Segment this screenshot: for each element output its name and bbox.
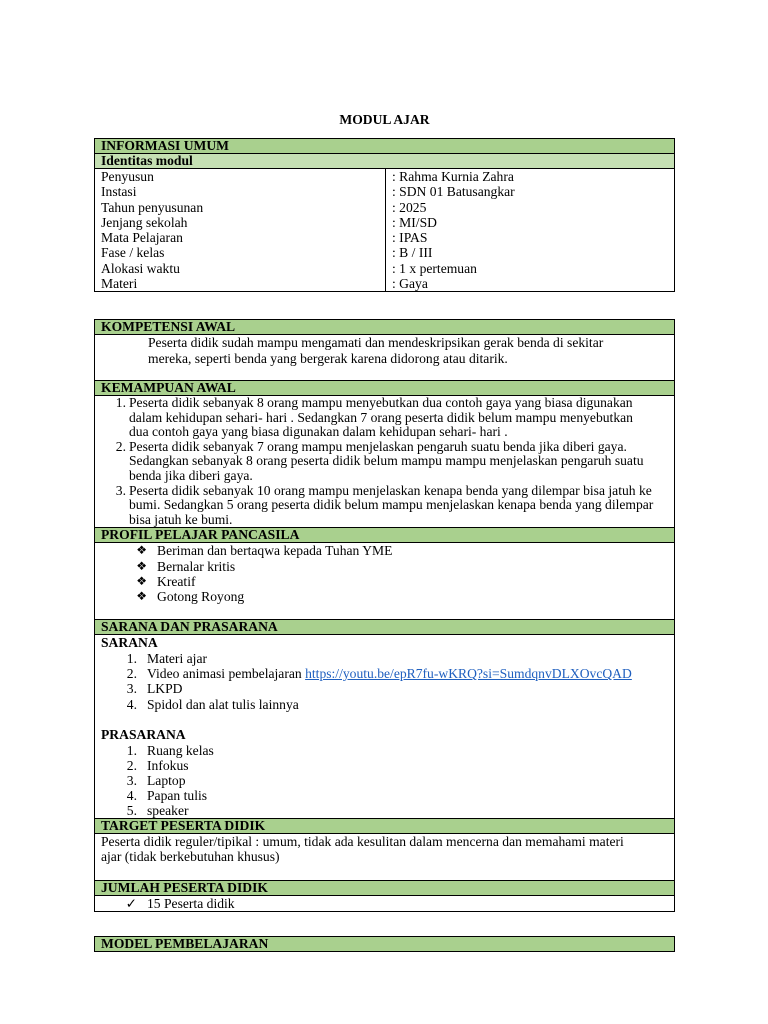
section-header-sarana-prasarana: SARANA DAN PRASARANA <box>95 619 674 635</box>
info-value: : Gaya <box>392 276 428 292</box>
kompetensi-line: mereka, seperti benda yang bergerak karena didorong atau ditarik. <box>148 350 508 366</box>
list-item: 4. Papan tulis <box>126 788 208 804</box>
subheader-identitas-modul: Identitas modul <box>95 154 674 169</box>
info-value: : IPAS <box>392 230 428 246</box>
list-item-line: Peserta didik sebanyak 8 orang mampu menyebutkan dua contoh gaya yang biasa digunakan <box>129 395 633 410</box>
target-line: ajar (tidak berkebutuhan khusus) <box>101 849 280 865</box>
list-item: 1. Ruang kelas <box>126 742 214 758</box>
list-item: 5. speaker <box>126 802 189 818</box>
info-label: Mata Pelajaran <box>101 230 183 246</box>
list-item: ❖ Beriman dan bertaqwa kepada Tuhan YME <box>95 543 674 558</box>
profil-list <box>95 543 674 619</box>
section-header-profil-pancasila: PROFIL PELAJAR PANCASILA <box>95 527 674 543</box>
kompetensi-body <box>95 335 674 380</box>
info-rows <box>95 169 674 291</box>
info-label: Tahun penyusunan <box>101 199 204 215</box>
sarana-list <box>95 651 674 712</box>
list-number: 3. <box>115 482 126 498</box>
info-value: : SDN 01 Batusangkar <box>392 184 515 200</box>
list-number: 1. <box>115 395 126 410</box>
info-label: Penyusun <box>101 169 154 184</box>
section-header-model-pembelajaran: MODEL PEMBELAJARAN <box>95 937 674 951</box>
list-item <box>95 440 674 484</box>
info-label: Instasi <box>101 184 137 200</box>
kemampuan-list <box>95 396 674 527</box>
checkmark-icon: ✓ <box>125 895 137 911</box>
list-item: ✓ 15 Peserta didik <box>95 896 674 911</box>
info-labels <box>95 169 386 291</box>
info-value: : 2025 <box>392 199 427 215</box>
info-label: Materi <box>101 276 138 292</box>
list-item-line: bumi. Sedangkan 5 orang peserta didik belum mampu menjelaskan kenapa benda yang dilempar <box>129 497 654 513</box>
list-item: 1. Materi ajar <box>126 650 208 666</box>
list-item-line: benda jika diberi gaya. <box>129 467 253 483</box>
info-value: : B / III <box>392 245 433 261</box>
info-values <box>386 169 674 291</box>
list-item <box>95 396 674 440</box>
prasarana-list <box>95 743 674 818</box>
info-value: : Rahma Kurnia Zahra <box>392 169 514 184</box>
list-item: 3. LKPD <box>126 681 183 697</box>
section-header-kemampuan-awal: KEMAMPUAN AWAL <box>95 380 674 396</box>
list-item-line: bisa jatuh ke bumi. <box>129 511 233 527</box>
sarana-label: SARANA <box>101 635 158 651</box>
info-table <box>94 138 675 292</box>
list-item: 4. Spidol dan alat tulis lainnya <box>126 696 299 712</box>
list-item: ❖ Kreatif <box>95 574 674 589</box>
section-header-informasi-umum: INFORMASI UMUM <box>95 139 674 154</box>
list-item-line: dua contoh gaya yang biasa digunakan dalam kehidupan sehari- hari . <box>129 424 508 440</box>
diamond-bullet-icon: ❖ <box>136 589 147 604</box>
jumlah-list <box>95 896 674 911</box>
list-item: ❖ Gotong Royong <box>95 589 674 604</box>
section-header-target-peserta: TARGET PESERTA DIDIK <box>95 818 674 834</box>
target-body <box>95 834 674 880</box>
kompetensi-line: Peserta didik sudah mampu mengamati dan mendeskripsikan gerak benda di sekitar <box>148 335 604 350</box>
page-title: MODUL AJAR <box>339 112 430 127</box>
diamond-bullet-icon: ❖ <box>136 573 147 588</box>
info-label: Jenjang sekolah <box>101 214 188 230</box>
info-value: : 1 x pertemuan <box>392 260 477 276</box>
main-table <box>94 319 675 912</box>
list-item-line: dalam kehidupan sehari- hari . Sedangkan 7 orang peserta didik belum mampu menyebutkan <box>129 409 633 425</box>
section-header-jumlah-peserta: JUMLAH PESERTA DIDIK <box>95 880 674 896</box>
prasarana-label: PRASARANA <box>101 727 186 743</box>
list-item: 2. Video animasi pembelajaran https://youtu.be/epR7fu-wKRQ?si=SumdqnvDLXOvcQAD <box>126 666 632 682</box>
list-item-line: Peserta didik sebanyak 10 orang mampu menjelaskan kenapa benda yang dilempar bisa jatuh ke <box>129 482 652 498</box>
video-link[interactable]: https://youtu.be/epR7fu-wKRQ?si=SumdqnvDLXOvcQAD <box>305 666 632 682</box>
info-label: Fase / kelas <box>101 245 165 261</box>
list-number: 2. <box>115 438 126 454</box>
target-line: Peserta didik reguler/tipikal : umum, tidak ada kesulitan dalam mencerna dan memahami materi <box>101 833 624 849</box>
model-table <box>94 936 675 952</box>
list-item-line: Sedangkan sebanyak 8 orang peserta didik belum mampu mampu menjelaskan pengaruh suatu <box>129 453 644 469</box>
list-item-line: Peserta didik sebanyak 7 orang mampu menjelaskan pengaruh suatu benda jika diberi gaya. <box>129 438 627 454</box>
info-label: Alokasi waktu <box>101 260 180 276</box>
section-header-kompetensi-awal: KOMPETENSI AWAL <box>95 320 674 335</box>
list-item: 2. Infokus <box>126 757 189 773</box>
diamond-bullet-icon: ❖ <box>136 543 147 558</box>
list-item <box>95 484 674 528</box>
list-item: 3. Laptop <box>126 773 186 789</box>
list-item: ❖ Bernalar kritis <box>95 559 674 574</box>
info-value: : MI/SD <box>392 214 437 230</box>
diamond-bullet-icon: ❖ <box>136 558 147 573</box>
